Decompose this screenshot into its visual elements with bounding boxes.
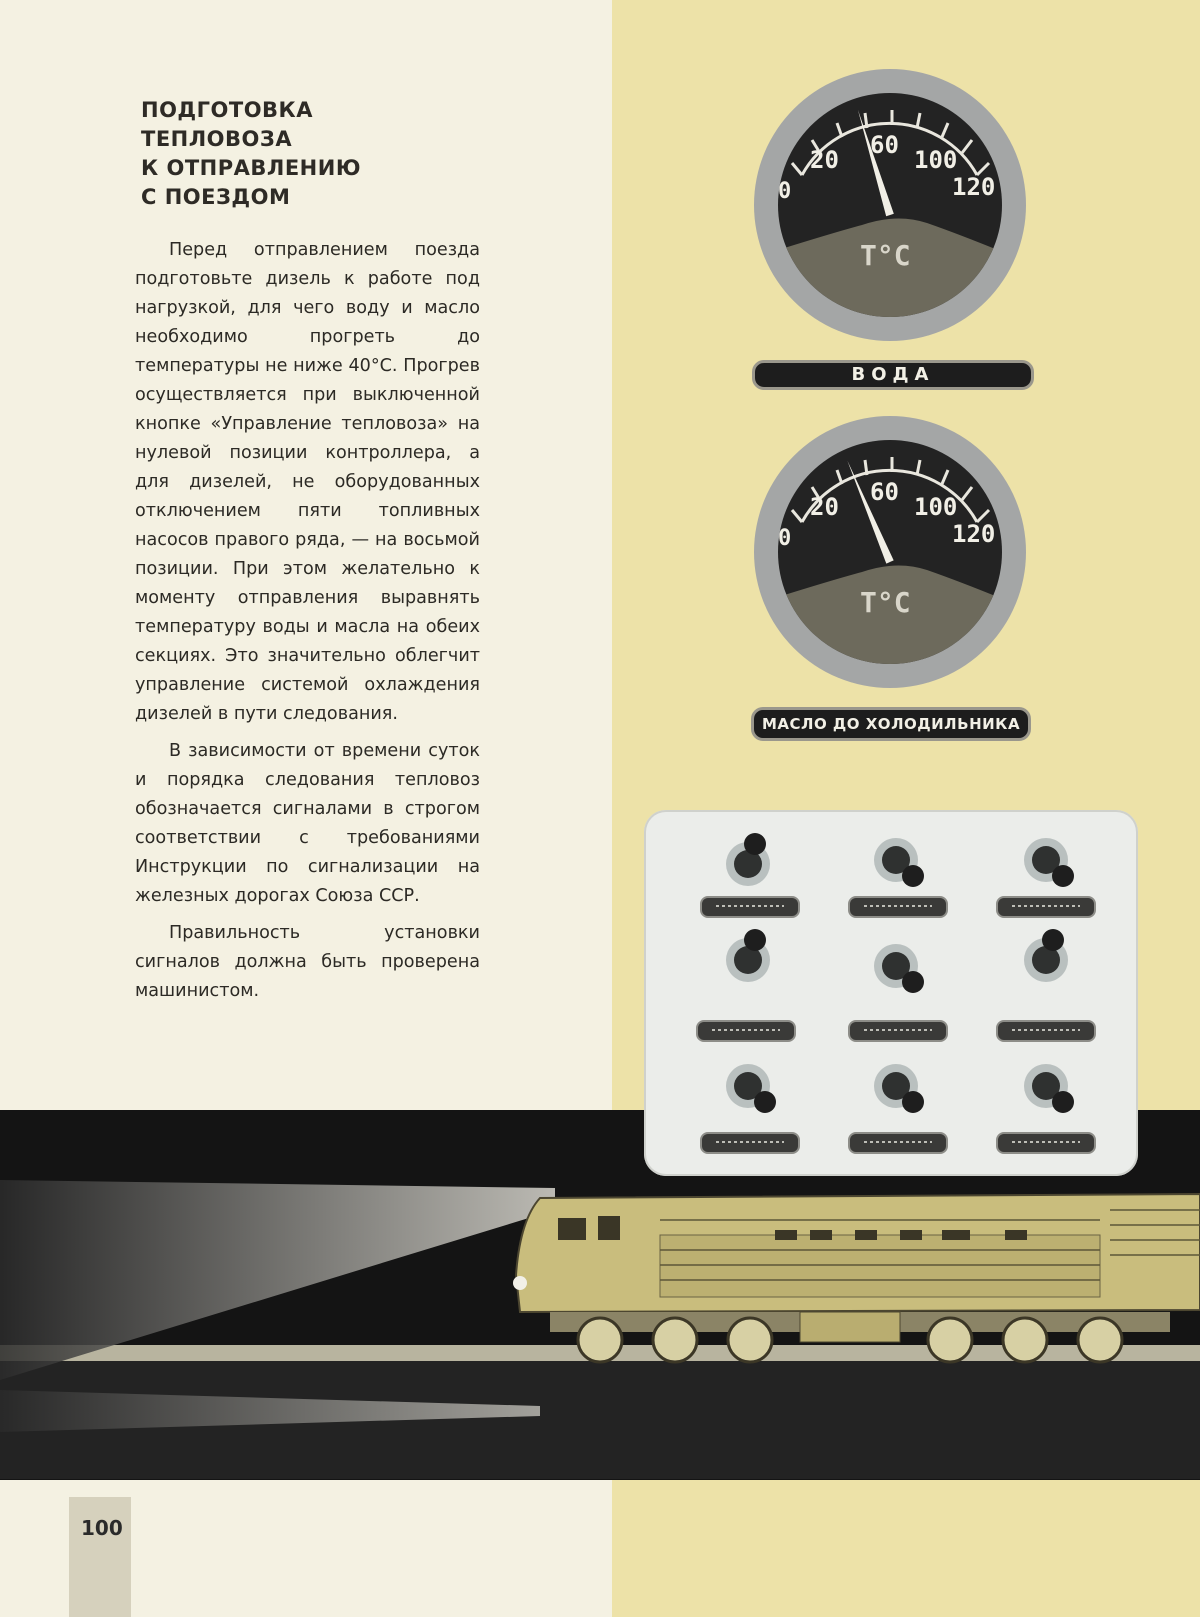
page-number-tab [69,1497,131,1617]
title-line: С ПОЕЗДОМ [141,185,291,209]
paragraph: Перед отправлением поезда подготовьте дизель к работе под нагрузкой, для чего воду и масло необходимо прогреть до температуры не ниже 40°С. Прогрев осуществляется при выключенной кнопке «Управление тепловоза» на нулевой позиции контроллера, а для дизелей, не оборудованных отключением пяти топливных насосов правого ряда, — на восьмой позиции. При этом желательно к моменту отправления выравнять температуру воды и масла на обеих секциях. Это значительно облегчит управление системой охлаждения дизелей в пути следования. [135,240,480,724]
switch-label-plate [848,1020,948,1042]
tick-label: 20 [810,146,839,174]
tick-label: 100 [914,146,958,174]
toggle-switch-icon [722,1058,778,1114]
switch-label-plate [996,896,1096,918]
title-line: ПОДГОТОВКА [141,98,313,122]
tick-label: 60 [870,131,899,159]
toggle-switch-icon [722,832,778,888]
toggle-switch-icon [870,832,926,888]
toggle-switch[interactable] [1020,928,1076,984]
headlight-beam [0,1180,560,1440]
toggle-switch[interactable] [870,938,926,994]
toggle-switch[interactable] [870,1058,926,1114]
toggle-switch[interactable] [870,832,926,888]
switch-label-plate [996,1132,1096,1154]
unit-label: T°C [860,239,911,272]
title-line: К ОТПРАВЛЕНИЮ [141,156,361,180]
switch-label-plate [848,1132,948,1154]
tick-label: 120 [952,173,996,201]
tick-label: 0 [778,526,792,551]
toggle-switch-panel [644,810,1138,1176]
switch-label-plate [848,896,948,918]
oil-label-plate: МАСЛО ДО ХОЛОДИЛЬНИКА [751,707,1031,741]
toggle-switch[interactable] [1020,832,1076,888]
tick-label: 20 [810,493,839,521]
switch-label-plate [696,1020,796,1042]
unit-label: T°C [860,586,911,619]
toggle-switch-icon [1020,832,1076,888]
toggle-switch-icon [1020,1058,1076,1114]
water-temperature-gauge [752,65,1032,350]
switch-label-plate [700,896,800,918]
switch-label-plate [996,1020,1096,1042]
switch-label-plate [700,1132,800,1154]
water-label-plate: ВОДА [752,360,1034,390]
toggle-switch[interactable] [722,928,778,984]
page-title [141,96,361,212]
tick-label: 120 [952,520,996,548]
tick-label: 100 [914,493,958,521]
oil-temperature-gauge [752,412,1032,697]
paragraph: В зависимости от времени суток и порядка следования тепловоз обозначается сигналами в строгом соответствии с требованиями Инструкции по сигнализации на железных дорогах Союза ССР. [135,741,480,906]
tick-label: 0 [778,179,792,204]
tick-label: 60 [870,478,899,506]
locomotive [510,1180,1200,1380]
toggle-switch-icon [1020,928,1076,984]
toggle-switch-icon [722,928,778,984]
toggle-switch[interactable] [1020,1058,1076,1114]
toggle-switch[interactable] [722,1058,778,1114]
toggle-switch-icon [870,938,926,994]
page-number: 100 [81,1516,123,1540]
title-line: ТЕПЛОВОЗА [141,127,293,151]
paragraph: Правильность установки сигналов должна быть проверена машинистом. [135,923,480,1001]
toggle-switch-icon [870,1058,926,1114]
toggle-switch[interactable] [722,832,778,888]
body-text [135,236,480,1014]
